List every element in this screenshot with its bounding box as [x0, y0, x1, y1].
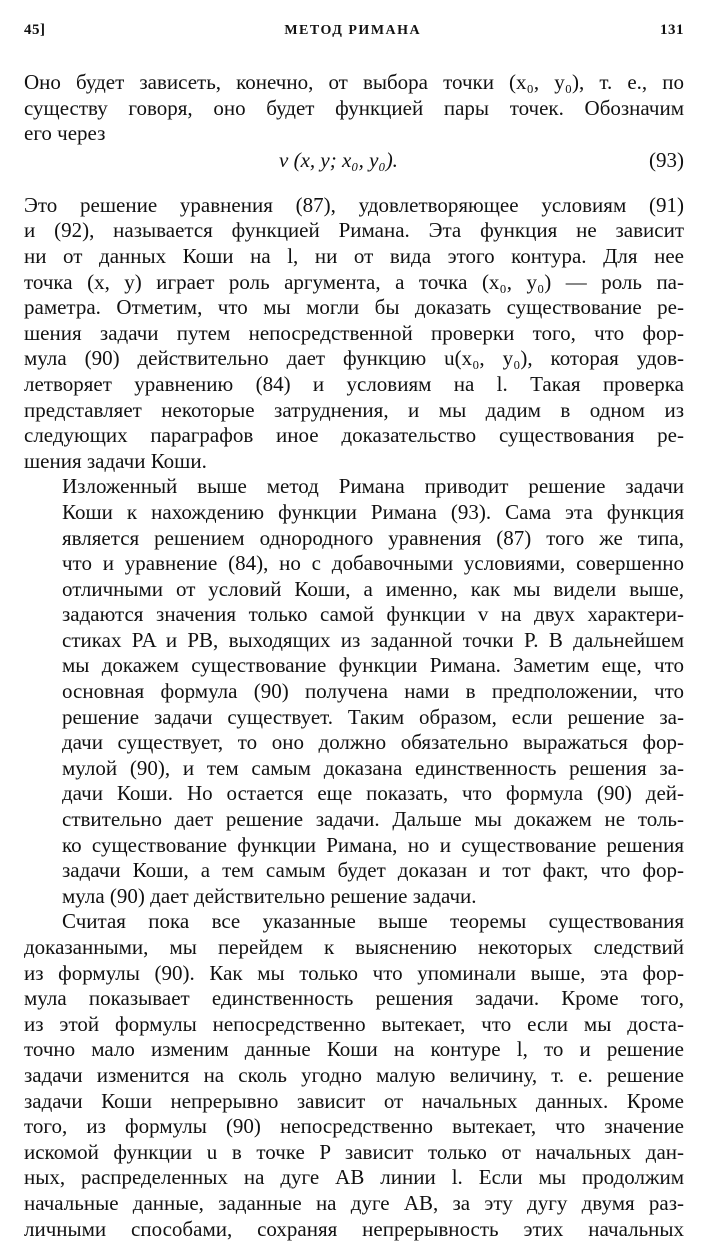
body-text — [24, 70, 684, 1242]
text-line: мы докажем существование функции Римана. Заметим еще, что — [62, 653, 684, 678]
text-line: начальные данные, заданные на дуге AB, за эту дугу двумя раз- — [24, 1190, 684, 1215]
book-page — [24, 22, 684, 1242]
text-line: Это решение уравнения (87), удовлетворяющее условиям (91) — [24, 192, 684, 217]
text-line: и (92), называется функцией Римана. Эта функция не зависит — [24, 218, 684, 243]
text-line: из формулы (90). Как мы только что упоминали выше, эта фор- — [24, 960, 684, 985]
text-line: дачи Коши. Но остается еще показать, что формула (90) дей- — [62, 781, 684, 806]
text-line: представляет некоторые затруднения, и мы дадим в одном из — [24, 397, 684, 422]
text-line: задачи Коши, а тем самым будет доказан и тот факт, что фор- — [62, 858, 684, 883]
text-line: мула (90) действительно дает функцию u(x₀, y₀), которая удов- — [24, 346, 684, 371]
section-number: 45] — [24, 22, 46, 38]
text-line: доказанными, мы перейдем к выяснению некоторых следствий — [24, 935, 684, 959]
paragraph-riemann-method — [24, 474, 684, 909]
text-line: раметра. Отметим, что мы могли бы доказать существование ре- — [24, 295, 684, 320]
text-line: из этой формулы непосредственно вытекает, что если мы доста- — [24, 1011, 684, 1036]
text-line: Оно будет зависеть, конечно, от выбора точки (x₀, y₀), т. е., по — [24, 70, 684, 94]
text-line: шения задачи Коши. — [24, 448, 207, 473]
intro-paragraph — [24, 70, 684, 147]
equation-number: (93) — [649, 147, 684, 172]
text-line: точно мало изменим данные Коши на контуре l, то и решение — [24, 1037, 684, 1062]
chapter-title: МЕТОД РИМАНА — [284, 23, 422, 38]
text-line: шения задачи путем непосредственной проверки того, что фор- — [24, 320, 684, 345]
equation-expression: v (x, y; x₀, y₀). — [279, 147, 398, 172]
text-line: что и уравнение (84), но с добавочными условиями, совершенно — [62, 551, 684, 576]
text-line: мула (90) дает действительно решение задачи. — [62, 883, 477, 908]
text-line: ни от данных Коши на l, ни от вида этого контура. Для нее — [24, 243, 684, 268]
text-line: ствительно дает решение задачи. Дальше мы докажем не толь- — [62, 807, 684, 832]
text-line: летворяет уравнению (84) и условиям на l. Такая проверка — [24, 371, 684, 396]
text-line: следующих параграфов иное доказательство существования ре- — [24, 423, 684, 448]
text-line: Считая пока все указанные выше теоремы существования — [62, 909, 684, 934]
text-line: задачи изменится на сколь угодно малую величину, т. е. решение — [24, 1062, 684, 1087]
text-line: дачи существует, то оно должно обязательно выражаться фор- — [62, 730, 684, 755]
text-line: основная формула (90) получена нами в предположении, что — [62, 679, 684, 704]
text-line: точка (x, y) играет роль аргумента, а точка (x₀, y₀) — роль па- — [24, 269, 684, 294]
text-line: задачи Коши непрерывно зависит от начальных данных. Кроме — [24, 1088, 684, 1113]
text-line: стиках PA и PB, выходящих из заданной точки P. В дальнейшем — [62, 627, 684, 652]
text-line: мула показывает единственность решения задачи. Кроме того, — [24, 986, 684, 1011]
text-line: Коши к нахождению функции Римана (93). Сама эта функция — [62, 499, 684, 524]
text-line: мулой (90), и тем самым доказана единственность решения за- — [62, 755, 684, 780]
text-line: существу говоря, оно будет функцией пары точек. Обозначим — [24, 95, 684, 120]
running-header — [24, 22, 684, 46]
text-line: отличными от условий Коши, а именно, как мы видели выше, — [62, 576, 684, 601]
text-line: того, из формулы (90) непосредственно вытекает, что значение — [24, 1114, 684, 1139]
text-line: ко существование функции Римана, но и существование решения — [62, 832, 684, 857]
page-number: 131 — [659, 22, 684, 38]
paragraph-riemann-function — [24, 193, 684, 475]
text-line: личными способами, сохраняя непрерывность этих начальных — [24, 1216, 684, 1241]
text-line: искомой функции u в точке P зависит только от начальных дан- — [24, 1139, 684, 1164]
equation-93 — [24, 147, 684, 173]
text-line: его через — [24, 121, 106, 146]
text-line: является решением однородного уравнения (87) того же типа, — [62, 525, 684, 550]
paragraph-consequences — [24, 909, 684, 1242]
text-line: Изложенный выше метод Римана приводит решение задачи — [62, 474, 684, 499]
text-line: задаются значения только самой функции v на двух характери- — [62, 602, 684, 627]
text-line: ных, распределенных на дуге AB линии l. Если мы продолжим — [24, 1165, 684, 1190]
text-line: решение задачи существует. Таким образом, если решение за- — [62, 704, 684, 729]
